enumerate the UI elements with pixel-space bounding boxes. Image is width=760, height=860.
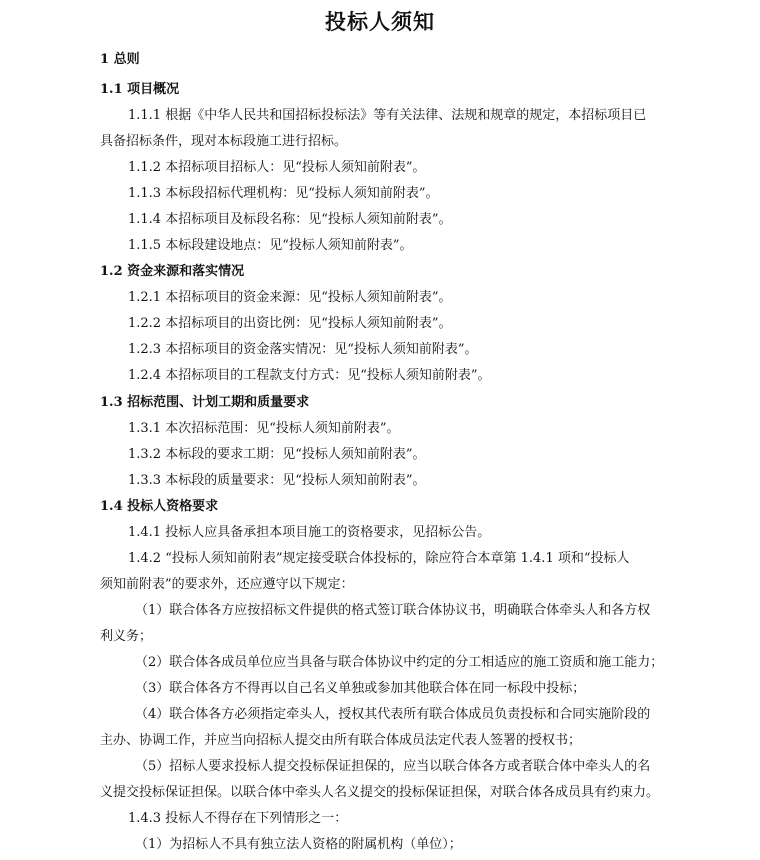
paragraph-line: 1.1.3 本标段招标代理机构：见“投标人须知前附表”。 xyxy=(128,186,439,201)
page-title: 投标人须知 xyxy=(325,10,435,34)
paragraph-line: 1.1.4 本招标项目及标段名称：见“投标人须知前附表”。 xyxy=(128,212,452,227)
paragraph-line: 1.4.1 投标人应具备承担本项目施工的资格要求，见招标公告。 xyxy=(128,525,491,540)
paragraph-line: 1.1.1 根据《中华人民共和国招标投标法》等有关法律、法规和规章的规定，本招标项目已 xyxy=(128,108,647,123)
heading-1-4: 1.4 投标人资格要求 xyxy=(100,499,219,514)
paragraph-line: （1）为招标人不具有独立法人资格的附属机构（单位）； xyxy=(135,837,462,852)
paragraph-line: 1.3.3 本标段的质量要求：见“投标人须知前附表”。 xyxy=(128,473,426,488)
heading-1-2: 1.2 资金来源和落实情况 xyxy=(100,264,245,279)
paragraph-line: 1.2.3 本招标项目的资金落实情况：见“投标人须知前附表”。 xyxy=(128,342,478,357)
paragraph-line: （5）招标人要求投标人提交投标保证担保的，应当以联合体各方或者联合体中牵头人的名 xyxy=(135,759,651,774)
paragraph-line: 1.2.2 本招标项目的出资比例：见“投标人须知前附表”。 xyxy=(128,316,452,331)
paragraph-line: 1.2.1 本招标项目的资金来源：见“投标人须知前附表”。 xyxy=(128,290,452,305)
paragraph-line: 1.2.4 本招标项目的工程款支付方式：见“投标人须知前附表”。 xyxy=(128,368,491,383)
paragraph-line: 1.3.1 本次招标范围：见“投标人须知前附表”。 xyxy=(128,421,400,436)
paragraph-line: 1.3.2 本标段的要求工期：见“投标人须知前附表”。 xyxy=(128,447,426,462)
paragraph-line: 主办、协调工作，并应当向招标人提交由所有联合体成员法定代表人签署的授权书； xyxy=(100,733,582,748)
paragraph-line: 具备招标条件，现对本标段施工进行招标。 xyxy=(100,134,348,149)
paragraph-line: 须知前附表”的要求外，还应遵守以下规定： xyxy=(100,577,354,592)
paragraph-line: 利义务； xyxy=(100,629,153,644)
paragraph-line: （3）联合体各方不得再以自己名义单独或参加其他联合体在同一标段中投标； xyxy=(135,681,586,696)
heading-1: 1 总则 xyxy=(100,52,140,67)
paragraph-line: （2）联合体各成员单位应当具备与联合体协议中约定的分工相适应的施工资质和施工能力； xyxy=(135,655,664,670)
paragraph-line: （4）联合体各方必须指定牵头人，授权其代表所有联合体成员负责投标和合同实施阶段的 xyxy=(135,707,651,722)
paragraph-line: 1.4.2 “投标人须知前附表”规定接受联合体投标的，除应符合本章第 1.4.1 项和“投标人 xyxy=(128,551,630,566)
heading-1-1: 1.1 项目概况 xyxy=(100,82,180,97)
paragraph-line: （1）联合体各方应按招标文件提供的格式签订联合体协议书，明确联合体牵头人和各方权 xyxy=(135,603,651,618)
paragraph-line: 1.4.3 投标人不得存在下列情形之一： xyxy=(128,811,348,826)
heading-1-3: 1.3 招标范围、计划工期和质量要求 xyxy=(100,395,310,410)
paragraph-line: 1.1.2 本招标项目招标人：见“投标人须知前附表”。 xyxy=(128,160,426,175)
paragraph-line: 义提交投标保证担保。以联合体中牵头人名义提交的投标保证担保，对联合体各成员具有约束力。 xyxy=(100,785,660,800)
paragraph-line: 1.1.5 本标段建设地点：见“投标人须知前附表”。 xyxy=(128,238,413,253)
